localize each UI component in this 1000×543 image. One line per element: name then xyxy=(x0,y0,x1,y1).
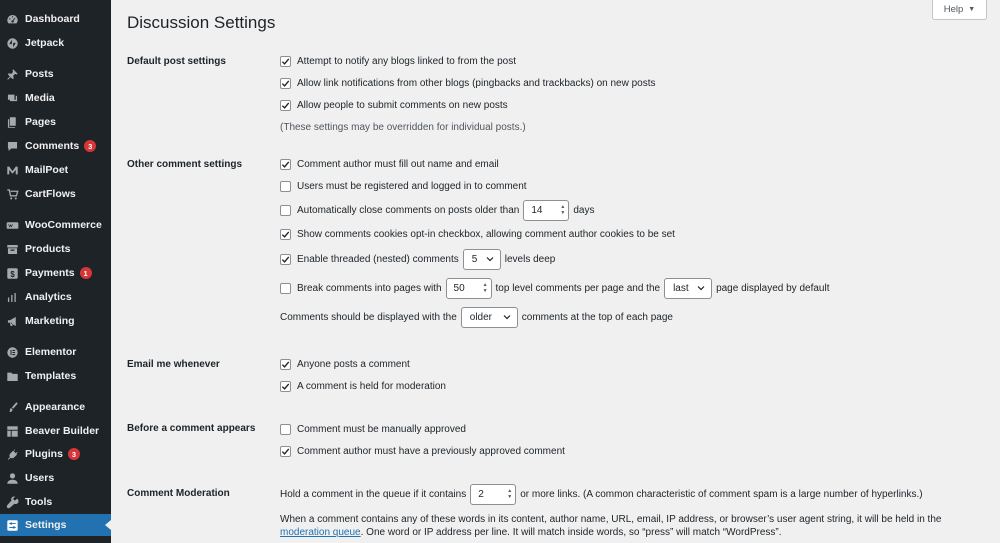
sidebar-item-label: MailPoet xyxy=(25,164,69,176)
jetpack-icon xyxy=(5,36,19,50)
sidebar-item-label: Payments xyxy=(25,267,75,279)
sidebar-item-comments[interactable] xyxy=(0,135,111,157)
comment-order-option xyxy=(280,306,673,328)
sidebar-item-tools[interactable] xyxy=(0,491,111,513)
before-comment-appears-label: Before a comment appears xyxy=(127,423,256,434)
wrench-icon xyxy=(5,495,19,509)
comments-count-badge: 3 xyxy=(84,140,96,152)
sidebar-item-label: Beaver Builder xyxy=(25,425,100,437)
pin-icon xyxy=(5,67,19,81)
svg-text:$: $ xyxy=(9,269,15,279)
sidebar-item-label: Tools xyxy=(25,496,53,508)
chevron-down-icon xyxy=(697,284,705,292)
threaded-comments-checkbox[interactable] xyxy=(280,254,291,265)
sidebar-item-posts[interactable] xyxy=(0,63,111,85)
archive-icon xyxy=(5,242,19,256)
bar-chart-icon xyxy=(5,290,19,304)
moderation-description-rest: . One word or IP address per line. It will match inside words, so “press” will match “WordPress”. xyxy=(360,526,782,538)
option-label: Users must be registered and logged in to comment xyxy=(297,180,527,192)
sidebar-item-label: Marketing xyxy=(25,315,75,327)
option-label: Automatically close comments on posts older than xyxy=(297,204,520,216)
caret-down-icon: ▼ xyxy=(968,6,976,13)
sidebar-item-users[interactable] xyxy=(0,467,111,489)
allow-comments-option xyxy=(280,94,508,116)
option-label: Attempt to notify any blogs linked to from the post xyxy=(297,55,517,67)
close-days-input[interactable] xyxy=(523,200,569,221)
sidebar-item-label: Jetpack xyxy=(25,37,65,49)
option-label: Hold a comment in the queue if it contains xyxy=(280,488,467,500)
sidebar-item-marketing[interactable] xyxy=(0,310,111,332)
link-limit-value: 2 xyxy=(478,488,484,500)
moderation-queue-link[interactable]: moderation queue xyxy=(280,526,361,538)
checkmark-icon xyxy=(281,230,290,239)
override-note: (These settings may be overridden for individual posts.) xyxy=(280,121,526,133)
sidebar-item-pages[interactable] xyxy=(0,111,111,133)
settings-icon xyxy=(5,518,19,532)
folder-icon xyxy=(5,369,19,383)
comments-per-page-input[interactable] xyxy=(446,278,492,299)
cookies-opt-in-option xyxy=(280,223,675,245)
moderation-description-line2 xyxy=(280,521,782,543)
thread-depth-value: 5 xyxy=(471,253,478,265)
comments-icon xyxy=(5,139,19,153)
megaphone-icon xyxy=(5,314,19,328)
sidebar-item-label: Comments xyxy=(25,140,80,152)
manual-approval-checkbox[interactable] xyxy=(280,424,291,435)
comment-moderation-label: Comment Moderation xyxy=(127,488,230,499)
allow-pingbacks-checkbox[interactable] xyxy=(280,78,291,89)
admin-sidebar xyxy=(0,0,111,543)
sidebar-item-label: Plugins xyxy=(25,448,63,460)
sidebar-item-appearance[interactable] xyxy=(0,396,111,418)
payments-count-badge: 1 xyxy=(80,267,92,279)
page-title: Discussion Settings xyxy=(127,13,276,32)
previously-approved-checkbox[interactable] xyxy=(280,446,291,457)
option-label: Comment author must fill out name and email xyxy=(297,158,499,170)
thread-depth-select[interactable] xyxy=(463,249,501,270)
option-suffix: comments at the top of each page xyxy=(521,311,673,323)
default-post-settings-label: Default post settings xyxy=(127,56,226,67)
comments-per-page-value: 50 xyxy=(453,282,465,294)
require-name-email-checkbox[interactable] xyxy=(280,159,291,170)
option-label: Allow link notifications from other blogs (pingbacks and trackbacks) on new posts xyxy=(297,77,656,89)
option-suffix: days xyxy=(573,204,595,216)
sidebar-item-jetpack[interactable] xyxy=(0,32,111,54)
link-limit-input[interactable] xyxy=(470,484,516,505)
sidebar-item-dashboard[interactable] xyxy=(0,8,111,30)
close-days-value: 14 xyxy=(531,204,543,216)
sidebar-item-payments[interactable] xyxy=(0,262,111,284)
cart-icon xyxy=(5,187,19,201)
option-label: Comments should be displayed with the xyxy=(280,311,457,323)
manual-approval-option xyxy=(280,418,466,440)
sidebar-item-label: Appearance xyxy=(25,401,86,413)
user-icon xyxy=(5,471,19,485)
option-label: A comment is held for moderation xyxy=(297,380,446,392)
sidebar-item-label: Analytics xyxy=(25,291,72,303)
spinner-icon[interactable]: ▲ ▼ xyxy=(560,204,566,216)
sidebar-item-elementor[interactable] xyxy=(0,341,111,363)
mailpoet-icon xyxy=(5,163,19,177)
notify-blogs-checkbox[interactable] xyxy=(280,56,291,67)
sidebar-item-woocommerce[interactable] xyxy=(0,214,111,236)
sidebar-item-label: Products xyxy=(25,243,71,255)
sidebar-item-label: Settings xyxy=(25,519,67,531)
auto-close-option xyxy=(280,199,594,221)
sidebar-item-label: Templates xyxy=(25,370,77,382)
require-registration-option xyxy=(280,175,527,197)
sidebar-item-label: Users xyxy=(25,472,55,484)
notify-blogs-option xyxy=(280,50,516,72)
sidebar-item-cartflows[interactable] xyxy=(0,183,111,205)
sidebar-item-label: Media xyxy=(25,92,55,104)
option-label: Allow people to submit comments on new posts xyxy=(297,99,508,111)
option-label: Anyone posts a comment xyxy=(297,358,410,370)
option-label: Comment must be manually approved xyxy=(297,423,466,435)
checkmark-icon xyxy=(281,382,290,391)
option-label: Show comments cookies opt-in checkbox, allowing comment author cookies to be set xyxy=(297,228,675,240)
dollar-icon xyxy=(5,266,19,280)
moderation-description-line1: When a comment contains any of these words in its content, author name, URL, email, IP address, or browser’s user agent string, it will be held in the xyxy=(280,513,942,525)
comment-order-value: older xyxy=(469,311,493,323)
require-name-email-option xyxy=(280,153,499,175)
sidebar-item-label: Pages xyxy=(25,116,56,128)
default-page-value: last xyxy=(673,282,689,294)
checkmark-icon xyxy=(281,447,290,456)
option-label: Comment author must have a previously approved comment xyxy=(297,445,565,457)
sidebar-item-analytics[interactable] xyxy=(0,286,111,308)
link-limit-option xyxy=(280,483,923,505)
auto-close-checkbox[interactable] xyxy=(280,205,291,216)
elementor-icon xyxy=(5,345,19,359)
option-middle: top level comments per page and the xyxy=(495,282,661,294)
allow-pingbacks-option xyxy=(280,72,656,94)
paintbrush-icon xyxy=(5,400,19,414)
sidebar-item-label: Dashboard xyxy=(25,13,80,25)
option-suffix: or more links. (A common characteristic of comment spam is a large number of hyperlinks.) xyxy=(520,488,923,500)
help-button[interactable] xyxy=(932,0,987,20)
email-me-whenever-label: Email me whenever xyxy=(127,359,220,370)
sidebar-item-label: Elementor xyxy=(25,346,77,358)
checkmark-icon xyxy=(281,101,290,110)
woocommerce-icon xyxy=(5,218,19,232)
email-on-moderation-option xyxy=(280,375,446,397)
option-suffix: page displayed by default xyxy=(716,282,830,294)
sidebar-item-label: WooCommerce xyxy=(25,219,102,231)
sidebar-item-templates[interactable] xyxy=(0,365,111,387)
plug-icon xyxy=(5,447,19,461)
plugins-count-badge: 3 xyxy=(68,448,80,460)
default-page-select[interactable] xyxy=(664,278,712,299)
comment-order-select[interactable] xyxy=(461,307,518,328)
checkmark-icon xyxy=(281,255,290,264)
checkmark-icon xyxy=(281,360,290,369)
checkmark-icon xyxy=(281,79,290,88)
checkmark-icon xyxy=(281,57,290,66)
sidebar-item-settings[interactable] xyxy=(0,514,111,536)
paginate-comments-option xyxy=(280,277,829,299)
help-label: Help xyxy=(943,4,964,15)
option-label: Break comments into pages with xyxy=(297,282,442,294)
cookies-opt-in-checkbox[interactable] xyxy=(280,229,291,240)
sidebar-item-label: Posts xyxy=(25,68,54,80)
checkmark-icon xyxy=(281,160,290,169)
email-on-moderation-checkbox[interactable] xyxy=(280,381,291,392)
sidebar-item-plugins[interactable] xyxy=(0,443,111,465)
previously-approved-option xyxy=(280,440,565,462)
option-suffix: levels deep xyxy=(504,253,556,265)
chevron-down-icon xyxy=(503,313,511,321)
chevron-down-icon xyxy=(486,255,494,263)
sidebar-item-label: CartFlows xyxy=(25,188,76,200)
spinner-icon[interactable]: ▲ ▼ xyxy=(482,282,488,294)
email-on-comment-checkbox[interactable] xyxy=(280,359,291,370)
option-label: Enable threaded (nested) comments xyxy=(297,253,459,265)
paginate-comments-checkbox[interactable] xyxy=(280,283,291,294)
other-comment-settings-label: Other comment settings xyxy=(127,159,243,170)
email-on-comment-option xyxy=(280,353,410,375)
allow-comments-checkbox[interactable] xyxy=(280,100,291,111)
sidebar-item-products[interactable] xyxy=(0,238,111,260)
pages-icon xyxy=(5,115,19,129)
dashboard-icon xyxy=(5,12,19,26)
threaded-comments-option xyxy=(280,248,555,270)
sidebar-item-mailpoet[interactable] xyxy=(0,159,111,181)
sidebar-item-beaver-builder[interactable] xyxy=(0,420,111,442)
sidebar-item-media[interactable] xyxy=(0,87,111,109)
grid-icon xyxy=(5,424,19,438)
media-icon xyxy=(5,91,19,105)
spinner-icon[interactable]: ▲ ▼ xyxy=(507,488,513,500)
require-registration-checkbox[interactable] xyxy=(280,181,291,192)
